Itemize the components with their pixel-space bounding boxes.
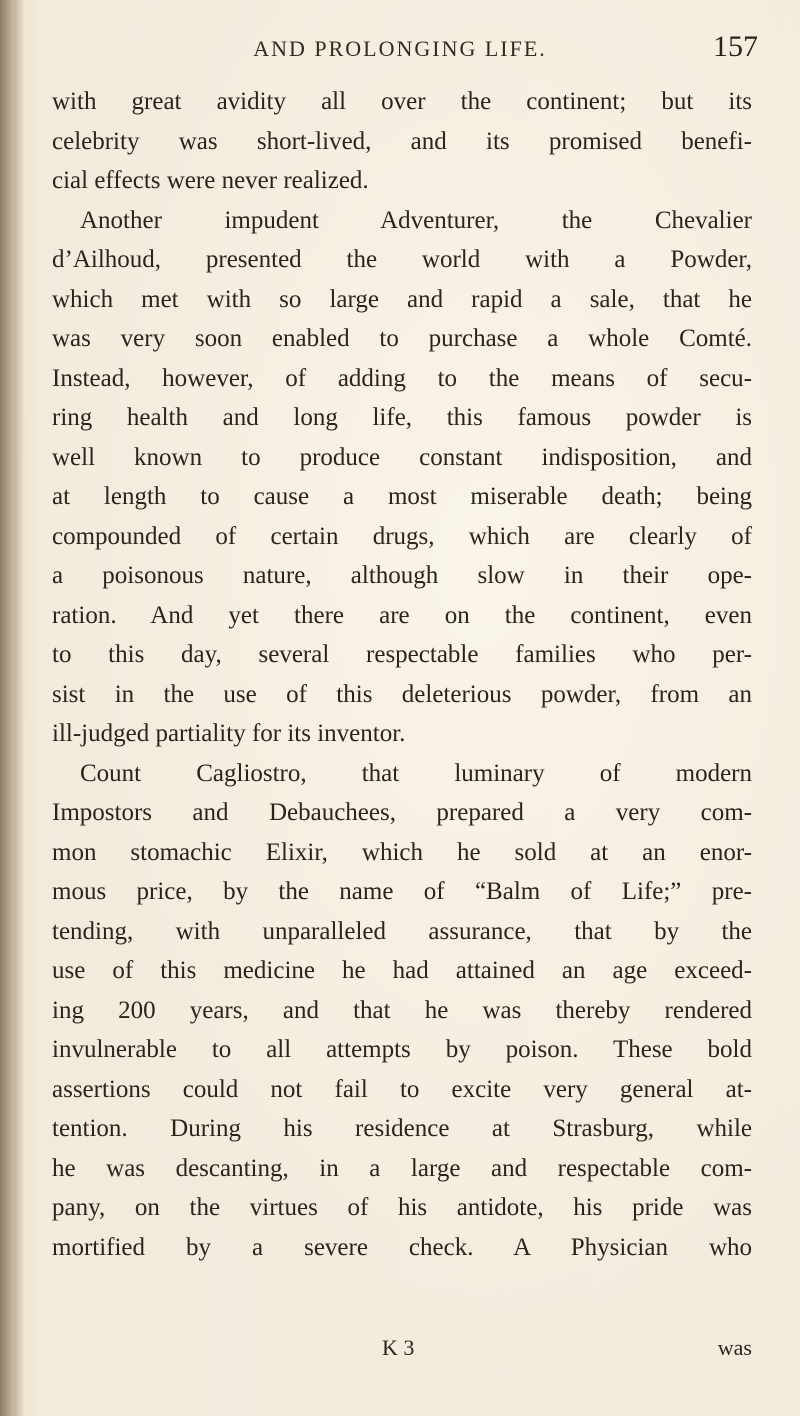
text-line: ration. And yet there are on the continent, even bbox=[52, 601, 752, 629]
text-line: tending, with unparalleled assurance, that by the bbox=[52, 917, 752, 945]
text-line: use of this medicine he had attained an age exceed- bbox=[52, 957, 752, 984]
text-line: mous price, by the name of “Balm of Life;” pre- bbox=[52, 878, 752, 905]
text-line: ing 200 years, and that he was thereby rendered bbox=[52, 996, 752, 1024]
text-line: cial effects were never realized. bbox=[52, 167, 369, 194]
text-line: was very soon enabled to purchase a whole Comté. bbox=[52, 325, 752, 352]
text-line: with great avidity all over the continent; but its bbox=[52, 88, 752, 115]
running-title: AND PROLONGING LIFE. bbox=[253, 36, 547, 61]
text-line: ring health and long life, this famous powder is bbox=[52, 404, 752, 431]
text-line: celebrity was short-lived, and its promised benefi- bbox=[52, 127, 752, 155]
text-line: ill-judged partiality for its inventor. bbox=[52, 720, 406, 747]
text-line: Another impudent Adventurer, the Chevalier bbox=[80, 206, 752, 234]
text-line: compounded of certain drugs, which are clearly of bbox=[52, 522, 752, 550]
signature-mark: K 3 bbox=[382, 1335, 415, 1360]
text-line: Instead, however, of adding to the means of secu- bbox=[52, 364, 752, 392]
page-footer bbox=[52, 1333, 752, 1373]
catchword: was bbox=[717, 1335, 752, 1360]
text-line: mon stomachic Elixir, which he sold at an enor- bbox=[52, 838, 752, 866]
text-line: d’Ailhoud, presented the world with a Powder, bbox=[52, 246, 752, 273]
text-line: which met with so large and rapid a sale, that he bbox=[52, 285, 752, 313]
text-line: invulnerable to all attempts by poison. These bold bbox=[52, 1036, 752, 1063]
text-line: he was descanting, in a large and respectable com- bbox=[52, 1154, 752, 1182]
binding-shadow bbox=[14, 0, 24, 1416]
text-line: Count Cagliostro, that luminary of modern bbox=[80, 759, 752, 787]
text-line: pany, on the virtues of his antidote, his pride was bbox=[52, 1194, 752, 1221]
text-line: tention. During his residence at Strasburg, while bbox=[52, 1115, 752, 1142]
text-line: at length to cause a most miserable death; being bbox=[52, 483, 752, 510]
text-line: sist in the use of this deleterious powder, from an bbox=[52, 680, 752, 708]
text-line: mortified by a severe check. A Physician who bbox=[52, 1233, 752, 1261]
page-number: 157 bbox=[713, 30, 758, 63]
text-line: well known to produce constant indisposition, and bbox=[52, 443, 752, 471]
text-line: assertions could not fail to excite very general at- bbox=[52, 1075, 752, 1103]
body-text bbox=[52, 82, 752, 1267]
text-line: to this day, several respectable families who per- bbox=[52, 641, 752, 668]
page-binding-edge bbox=[0, 0, 14, 1416]
text-line: a poisonous nature, although slow in their ope- bbox=[52, 562, 752, 589]
running-head bbox=[40, 30, 780, 64]
text-line: Impostors and Debauchees, prepared a very com- bbox=[52, 799, 752, 826]
